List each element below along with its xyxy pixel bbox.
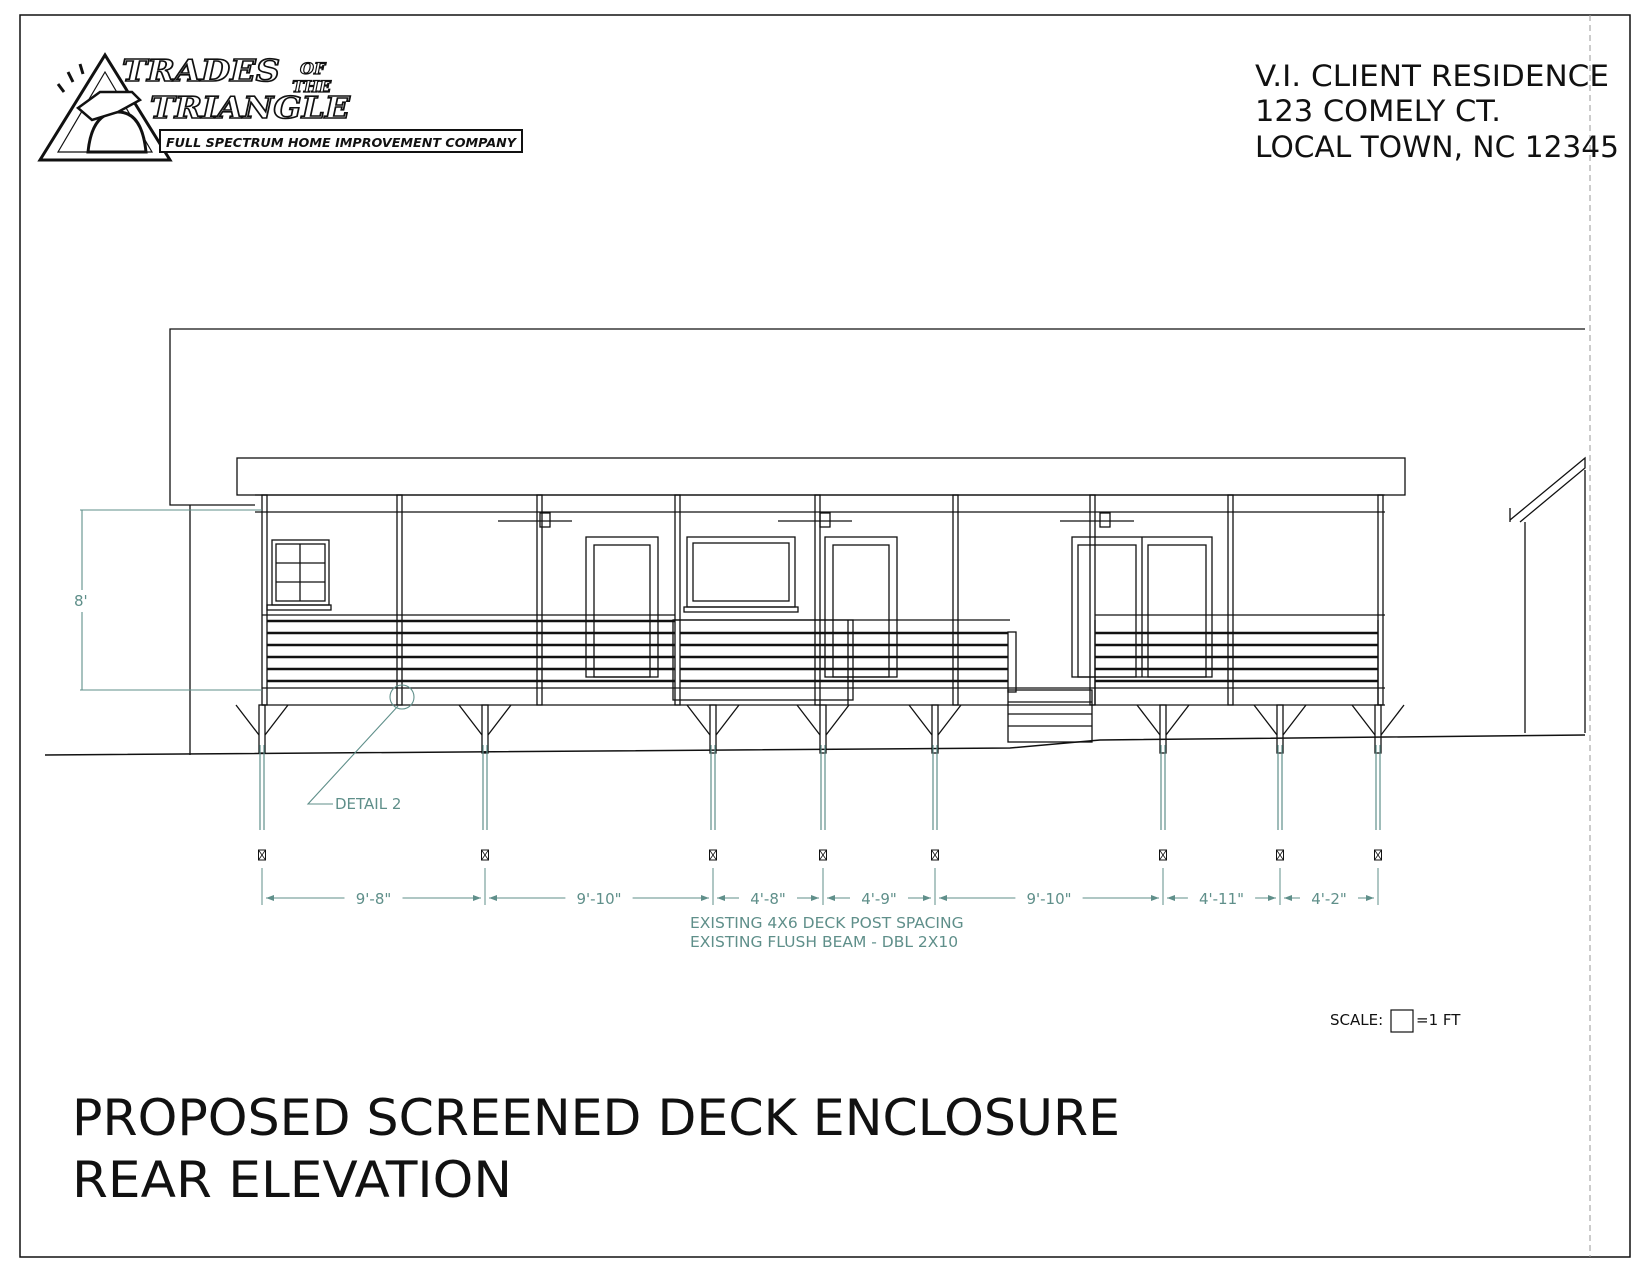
knee-brace: [459, 705, 482, 735]
knee-brace: [1283, 705, 1306, 735]
knee-brace: [1137, 705, 1160, 735]
drawing-title-line-2: REAR ELEVATION: [72, 1151, 512, 1209]
ground-line: [45, 735, 1585, 755]
knee-brace: [687, 705, 710, 735]
dimension-arrow: [473, 895, 481, 901]
post-spacing-label: 9'-10": [1026, 890, 1072, 908]
deck-support-posts: [236, 705, 1404, 753]
porch-post: [1090, 495, 1095, 705]
dimension-arrow: [1167, 895, 1175, 901]
knee-brace: [909, 705, 932, 735]
porch-post: [815, 495, 820, 705]
logo-ray-3: [80, 64, 83, 74]
post-spacing-label: 4'-8": [750, 890, 786, 908]
logo-word-triangle: TRIANGLE: [150, 91, 352, 126]
logo-word-the: THE: [292, 77, 332, 96]
logo-word-of: OF: [300, 59, 326, 78]
post-spacing-label: 4'-9": [861, 890, 897, 908]
ceiling-fan-icon: [498, 513, 572, 527]
porch-post: [1378, 495, 1383, 705]
porch-post: [953, 495, 958, 705]
post-spacing-label: 4'-2": [1311, 890, 1347, 908]
knee-brace: [938, 705, 961, 735]
detail-callout-label: DETAIL 2: [335, 795, 402, 813]
porch-post: [397, 495, 402, 705]
knee-brace: [826, 705, 849, 735]
dimension-arrow: [1366, 895, 1374, 901]
dimension-arrow: [701, 895, 709, 901]
dimension-arrow: [489, 895, 497, 901]
knee-brace: [1381, 705, 1404, 735]
dimension-arrow: [923, 895, 931, 901]
height-dimension-label: 8': [74, 592, 88, 610]
knee-brace: [797, 705, 820, 735]
porch-roof: [237, 458, 1405, 495]
porch-post: [675, 495, 680, 705]
post-spacing-label: 9'-10": [576, 890, 622, 908]
dimension-arrow: [939, 895, 947, 901]
post-spacing-dimensions: [262, 868, 1378, 908]
dimension-arrow: [1268, 895, 1276, 901]
knee-brace: [488, 705, 511, 735]
window-left: [267, 540, 331, 610]
ceiling-fan-icon: [1060, 513, 1134, 527]
dimension-arrow: [717, 895, 725, 901]
knee-brace: [1352, 705, 1375, 735]
logo-ray-1: [58, 84, 64, 92]
post-spacing-note: EXISTING 4X6 DECK POST SPACING: [690, 914, 964, 932]
railing-slats: [267, 621, 1378, 681]
scale-label: SCALE:: [1330, 1011, 1384, 1029]
height-dimension: [80, 510, 262, 690]
logo-tagline: FULL SPECTRUM HOME IMPROVEMENT COMPANY: [166, 135, 518, 150]
scale-suffix: =1 FT: [1416, 1011, 1461, 1029]
scale-square: [1391, 1010, 1413, 1032]
porch-post: [1228, 495, 1233, 705]
deck-stair: [1008, 632, 1092, 742]
post-footings: [259, 745, 1382, 860]
knee-brace: [236, 705, 259, 735]
post-spacing-label: 9'-8": [355, 890, 392, 908]
client-name: V.I. CLIENT RESIDENCE: [1255, 59, 1609, 93]
side-roof: [1510, 458, 1585, 522]
company-logo: [40, 54, 522, 160]
window-center: [684, 537, 798, 612]
dimension-arrow: [811, 895, 819, 901]
detail-callout: [308, 685, 414, 804]
knee-brace: [265, 705, 288, 735]
post-spacing-label: 4'-11": [1198, 890, 1245, 908]
dimension-arrow: [827, 895, 835, 901]
knee-brace: [716, 705, 739, 735]
address-line-1: 123 COMELY CT.: [1255, 94, 1501, 128]
beam-note: EXISTING FLUSH BEAM - DBL 2X10: [690, 933, 959, 951]
dimension-arrow: [266, 895, 274, 901]
knee-brace: [1166, 705, 1189, 735]
address-line-2: LOCAL TOWN, NC 12345: [1255, 130, 1619, 164]
porch-post: [262, 495, 267, 705]
knee-brace: [1254, 705, 1277, 735]
logo-word-trades: TRADES: [122, 54, 280, 89]
drawing-title-line-1: PROPOSED SCREENED DECK ENCLOSURE: [72, 1089, 1120, 1147]
dimension-arrow: [1284, 895, 1292, 901]
dimension-arrow: [1151, 895, 1159, 901]
logo-ray-2: [68, 72, 73, 82]
house-roof-outline: [170, 329, 1585, 505]
house-elevation: [170, 329, 1585, 755]
